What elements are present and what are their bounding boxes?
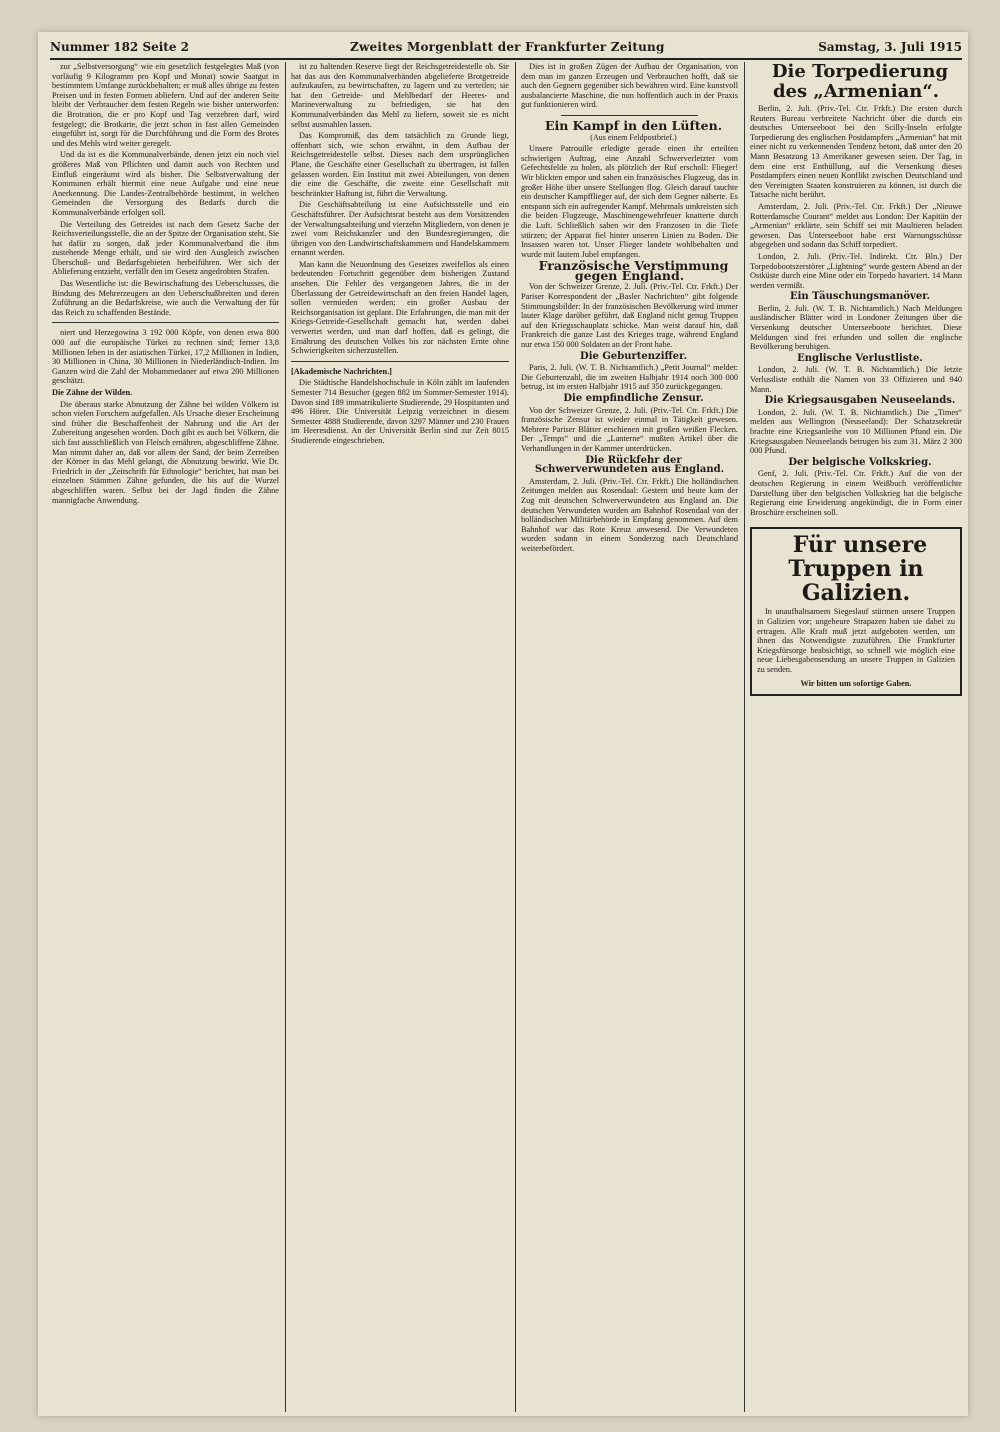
article-text: Die überaus starke Abnutzung der Zähne bei wilden Völkern ist schon vielen Forschern aufgefallen. Als Ursache dieser Erscheinung sind früher die Beschaffenheit der Nahrung und die Art der Zubereitung angesehen worden. Doch gibt es auch bei Völkern, die sich fast ausschließlich von Fleisch ernähren, abgeschliffene Zähne. Man nimmt daher an, daß vor allem der Sand, der beim Zerreiben der Körner in das Mehl gelangt, die Abnutzung bewirkt. Wie Dr. Friedrich in der „Zeitschrift für Ethnologie“ berichtet, hat man bei einzelnen Stämmen Zähne gefunden, die bis auf die Wurzel abgeschliffen waren. Selbst bei der Jagd finden die Zähne mannigfache Anwendung. (52, 399, 279, 505)
issue-number: Nummer 182 Seite 2 (50, 40, 190, 54)
column-2 (291, 62, 509, 1412)
article-headline: Ein Täuschungsmanöver. (789, 291, 931, 303)
article-text: Berlin, 2. Juli. (W. T. B. Nichtamtlich.) Nach Meldungen ausländischer Blätter wird in Londoner Zeitungen über die Versenkung deutscher Unterseeboote berichtet. Diese Meldungen sind frei erfunden und sollen die englische Bevölkerung beruhigen. (750, 303, 962, 352)
article-headline: Die Geburtenziffer. (580, 350, 687, 362)
section-divider (561, 115, 698, 116)
article-headline: Französische Verstimmung gegen England. (538, 258, 729, 283)
article-text: London, 2. Juli. (W. T. B. Nichtamtlich.) Die „Times“ melden aus Wellington (Neuseeland): Der Schatzsekretär brachte eine Kriegsanleihe von 10 Millionen Pfund ein. Die Kriegsausgaben Neuseelands betrugen bis zum 31. März 2 300 000 Pfund. (750, 407, 962, 456)
article-headline: Die Rückfehr der Schwerverwundeten aus England. (534, 454, 725, 476)
article-text: ist zu haltenden Reserve liegt der Reichsgetreidestelle ob. Sie hat das aus den Kommunalverbänden abgelieferte Brotgetreide aufzukaufen, zu bewirtschaften, zu lagern und zu verteilen; sie hat den Getreide- und Mehlbedarf der Heeres- und Marineverwaltung zu befriedigen, sie hat den Kommunalverbänden das Mehl zu liefern, soweit sie es nicht selbst ausmahlen lassen. (291, 62, 509, 129)
article-text: Die Verteilung des Getreides ist nach dem Gesetz Sache der Reichsverteilungsstelle, die an der Spitze der Organisation steht. Sie hat dafür zu sorgen, daß jeder Kommunalverband die ihm zustehende Menge erhält, und sie wird den Ausgleich zwischen Überschuß- und Bedarfsgebieten herbeiführen. Wer sich der Ablieferung entzieht, verfällt den im Gesetz angedrohten Strafen. (52, 219, 279, 277)
article-text: Die Geschäftsabteilung ist eine Aufsichtsstelle und ein Geschäftsführer. Der Aufsichtsrat besteht aus dem Vorsitzenden der Verwaltungsabteilung und vierzehn Mitgliedern, von denen je zwei vom Reichskanzler und den Bundesregierungen, die übrigen von den Landwirtschaftskammern und Handelskammern ernannt werden. (291, 200, 509, 258)
article-headline: Der belgische Volkskrieg. (788, 456, 932, 468)
article-text: Die Städtische Handelshochschule in Köln zählt im laufenden Semester 714 Besucher (gegen 882 im Sommer-Semester 1914). Davon sind 189 immatrikulierte Studierende, 29 Hospitanten und 496 Hörer. Die Universität Leipzig verzeichnet in diesem Semester 4888 Studierende, davon 3297 Männer und 230 Frauen im Heeresdienst. An der Universität Berlin sind zur Zeit 8015 Studierende eingeschrieben. (291, 378, 509, 445)
article-subtitle: (Aus einem Feldpostbrief.) (590, 132, 677, 142)
column-1 (52, 62, 279, 1412)
column-4 (750, 62, 962, 1412)
article-text: Das Kompromiß, das dem tatsächlich zu Grunde liegt, offenbart sich, wie schon erwähnt, in dem Aufbau der Reichsgetreidestelle selbst. Dieses nach dem ursprünglichen Plane, die Geschäfte einer Gesellschaft zu übertragen, ist fallen gelassen worden. Ein Institut mit zwei Abteilungen, von denen die eine die Geschäfte, die zweite eine Gesellschaft mit beschränkter Haftung ist, führt die Verwaltung. (291, 131, 509, 198)
article-text: Genf, 2. Juli. (Priv.-Tel. Ctr. Frkft.) Auf die von der deutschen Regierung in einem Weißbuch veröffentlichte Darstellung über den belgischen Volkskrieg hat die belgische Regierung eine Erwiderung angekündigt, die in Form einer Broschüre erscheinen soll. (750, 469, 962, 517)
article-headline: Die Kriegsausgaben Neuseelands. (764, 395, 956, 407)
column-3 (521, 62, 738, 1412)
section-heading: Die Zähne der Wilden. (52, 388, 133, 397)
article-text: Paris, 2. Juli. (W. T. B. Nichtamtlich.) „Petit Journal“ meldet: Die Geburtenzahl, die im zweiten Halbjahr 1914 noch 300 000 betrug, ist im ersten Halbjahr 1915 auf 350 zurückgegangen. (521, 363, 738, 392)
article-text: Und da ist es die Kommunalverbände, denen jetzt ein noch viel größeres Maß von Pflichten und damit auch von Rechten und Einfluß eingeräumt wird als bisher. Die Selbstverwaltung der Kommunen erhält hiermit eine neue Aufgabe und eine neue Anerkennung. Die Landes-Zentralbehörde bestimmt, in welchen Gemeinden die Versorgung des Bedarfs durch die Kommunalverbände erfolgen soll. (52, 150, 279, 217)
appeal-text: In unaufhaltsamem Siegeslauf stürmen unsere Truppen in Galizien vor; ungeheure Strapazen haben sie dabei zu ertragen. Alle Kraft muß jetzt aufgeboten werden, um ihnen das Notwendigste zuzuführen. Die Frankfurter Kriegsfürsorge beabsichtigt, so schnell wie möglich eine neue Liebesgabensendung an unsere Truppen in Galizien zu senden. (757, 607, 955, 674)
article-text: Das Wesentliche ist: die Bewirtschaftung des Ueberschusses, die Bindung des Mehrerzeugers an den Ueberschußbreiten und deren Zuführung an die Bedarfskreise, wie auch die Verwaltung der für das Reich zu schaffenden Bestände. (52, 279, 279, 317)
article-headline: Englische Verlustliste. (797, 352, 923, 364)
appeal-headline: Für unsere Truppen in Galizien. (788, 532, 928, 607)
article-text: London, 2. Juli. (W. T. B. Nichtamtlich.) Die letzte Verlustliste enthält die Namen von 33 Offizieren und 940 Mann. (750, 365, 962, 394)
appeal-box (750, 527, 962, 696)
article-text: Amsterdam, 2. Juli. (Priv.-Tel. Ctr. Frkft.) Der „Nieuwe Rotterdamsche Courant“ meldet aus London: Der Kapitän der „Armenian“ erklärte, sein Schiff sei mit Maultieren beladen gewesen. Das Unterseeboot habe erst Warnungsschüsse abgegeben und sodann das Schiff torpediert. (750, 201, 962, 250)
article-text: zur „Selbstversorgung“ wie ein gesetzlich festgelegtes Maß (von vorläufig 9 Kilogramm pro Kopf und Monat) sowie Saatgut in bestimmtem Umfange zurückbehalten; er muß alles übrige zu festen Preisen und in festen Formen abliefern. Und auf der anderen Seite bleibt der Verbraucher dem festen Regeln wie bisher unterworfen: die Brotration, die er pro Kopf und Tag verzehren darf, wird festgelegt; die Brotkarte, die jetzt schon in fast allen Gemeinden eingeführt ist, sorgt für die Durchführung und die Form des Brotes und des Mehls wird weiter geregelt. (52, 62, 279, 148)
article-text: Von der Schweizer Grenze, 2. Juli. (Priv.-Tel. Ctr. Frkft.) Die französische Zensur ist wieder einmal in Tätigkeit gewesen. Mehrere Pariser Blätter erschienen mit großen weißen Flecken. Der „Temps“ und die „Lanterne“ mußten Artikel über die Verhandlungen in der Kammer unterdrücken. (521, 405, 738, 453)
column-rule (285, 62, 286, 1412)
article-headline: Ein Kampf in den Lüften. (544, 117, 723, 133)
section-divider (52, 322, 279, 323)
column-rule (744, 62, 745, 1412)
article-text: niert und Herzegowina 3 192 000 Köpfe, von denen etwa 800 000 auf die europäische Türkei zu rechnen sind; ferner 13,8 Millionen leben in der asiatischen Türkei, 17,2 Millionen in Indien, 30 Millionen in China, 30 Millionen in Niederländisch-Indien. Im Ganzen wird die Zahl der Mohammedaner auf etwa 200 Millionen geschätzt. (52, 328, 279, 386)
column-rule (515, 62, 516, 1412)
article-text: Man kann die Neuordnung des Gesetzes zweifellos als einen bedeutenden Fortschritt gegenüber dem bisherigen Zustand ansehen. Die Fehler des vergangenen Jahres, die in der Überlassung der Getreidewirtschaft an den freien Handel lagen, sollen vermieden werden; ein großer Ausbau der Reichsorganisation ist geplant. Die Erfahrungen, die man mit der Kriegs-Getreide-Gesellschaft gemacht hat, werden dabei verwertet werden, und man darf hoffen, daß es gelingt, die Ernährung des deutschen Volkes bis zur nächsten Ernte ohne Schwierigkeiten sicherzustellen. (291, 259, 509, 356)
article-text: Von der Schweizer Grenze, 2. Juli. (Priv.-Tel. Ctr. Frkft.) Der Pariser Korrespondent der „Basler Nachrichten“ gibt folgende Stimmungsbilder: In der französischen Bevölkerung wird immer lauter Klage darüber geführt, daß England nicht genug Truppen auf den Kriegsschauplatz schicke. Man weist darauf hin, daß Frankreich die ganze Last des Krieges trage, während England nur etwa 150 000 Soldaten an der Front habe. (521, 282, 738, 350)
article-text: Dies ist in großen Zügen der Aufbau der Organisation, von dem man im ganzen Erzeugen und Verbrauchen hofft, daß sie auch den Gegnern gegenüber sich bewähren wird. Eine kunstvoll ausbalancierte Maschine, die nun hoffentlich auch in der Praxis gut funktionieren wird. (521, 62, 738, 110)
page-header (50, 40, 962, 60)
article-text: Unsere Patrouille erledigte gerade einen ihr erteilten schwierigen Auftrag, eine Anzahl Schwerverletzter vom Gefechtsfelde zu holen, als plötzlich der Ruf erscholl: Flieger! Wir blickten empor und sahen ein französisches Flugzeug, das in großer Höhe über unsere Stellungen flog. Gleich darauf tauchte ein deutscher Kampfflieger auf, der sich dem Gegner näherte. Es entspann sich ein aufregender Kampf. Mehrmals umkreisten sich die beiden Flugzeuge, Maschinengewehrfeuer knatterte durch die Luft. Schließlich sahen wir den Franzosen in die Tiefe stürzen; der Apparat fiel hinter unseren Linien zu Boden. Die Insassen waren tot. Unser Flieger landete wohlbehalten und wurde mit lautem Jubel empfangen. (521, 144, 738, 259)
article-headline: Die Torpedierung des „Armenian“. (771, 62, 949, 102)
article-text: Berlin, 2. Juli. (Priv.-Tel. Ctr. Frkft.) Die ersten durch Reuters Bureau verbreitete Nachricht über die durch ein deutsches Unterseeboot bei den Scilly-Inseln erfolgte Torpedierung des englischen Postdampfers „Armenian“ hat mit einer nicht zu verkennenden Tendenz betont, daß unter den 20 Mann Besatzung 13 Amerikaner gewesen seien. Der Tag, in dem eine erst Enthüllung, auf die Versenkung dieses Postdampfers einen neuen Konflikt zwischen Deutschland und den Vereinigten Staaten konstruieren zu können, ist durch die Tatsache nicht berührt. (750, 104, 962, 200)
article-text: London, 2. Juli. (Priv.-Tel. Indirekt. Ctr. Bln.) Der Torpedobootszerstörer „Lightning“ wurde gestern Abend an der Ostküste durch eine Mine oder ein Torpedo havariert. 14 Mann werden vermißt. (750, 251, 962, 290)
section-divider (291, 361, 509, 362)
masthead-title: Zweites Morgenblatt der Frankfurter Zeitung (350, 40, 665, 54)
section-heading: [Akademische Nachrichten.] (291, 366, 392, 376)
article-text: Amsterdam, 2. Juli. (Priv.-Tel. Ctr. Frkft.) Die holländischen Zeitungen melden aus Rosendaal: Gestern und heute kam der Zug mit deutschen Schwerverwundeten aus England an. Die deutschen Verwundeten wurden am Bahnhof Rosendaal von der holländischen Militärbehörde in Empfang genommen. Auf dem Bahnhof war das Rote Kreuz anwesend. Die Verwundeten wurden sodann in einem Sonderzug nach Deutschland weiterbefördert. (521, 476, 738, 553)
appeal-closing: Wir bitten um sofortige Gaben. (800, 678, 912, 688)
issue-date: Samstag, 3. Juli 1915 (818, 40, 962, 54)
article-headline: Die empfindliche Zensur. (563, 393, 704, 404)
